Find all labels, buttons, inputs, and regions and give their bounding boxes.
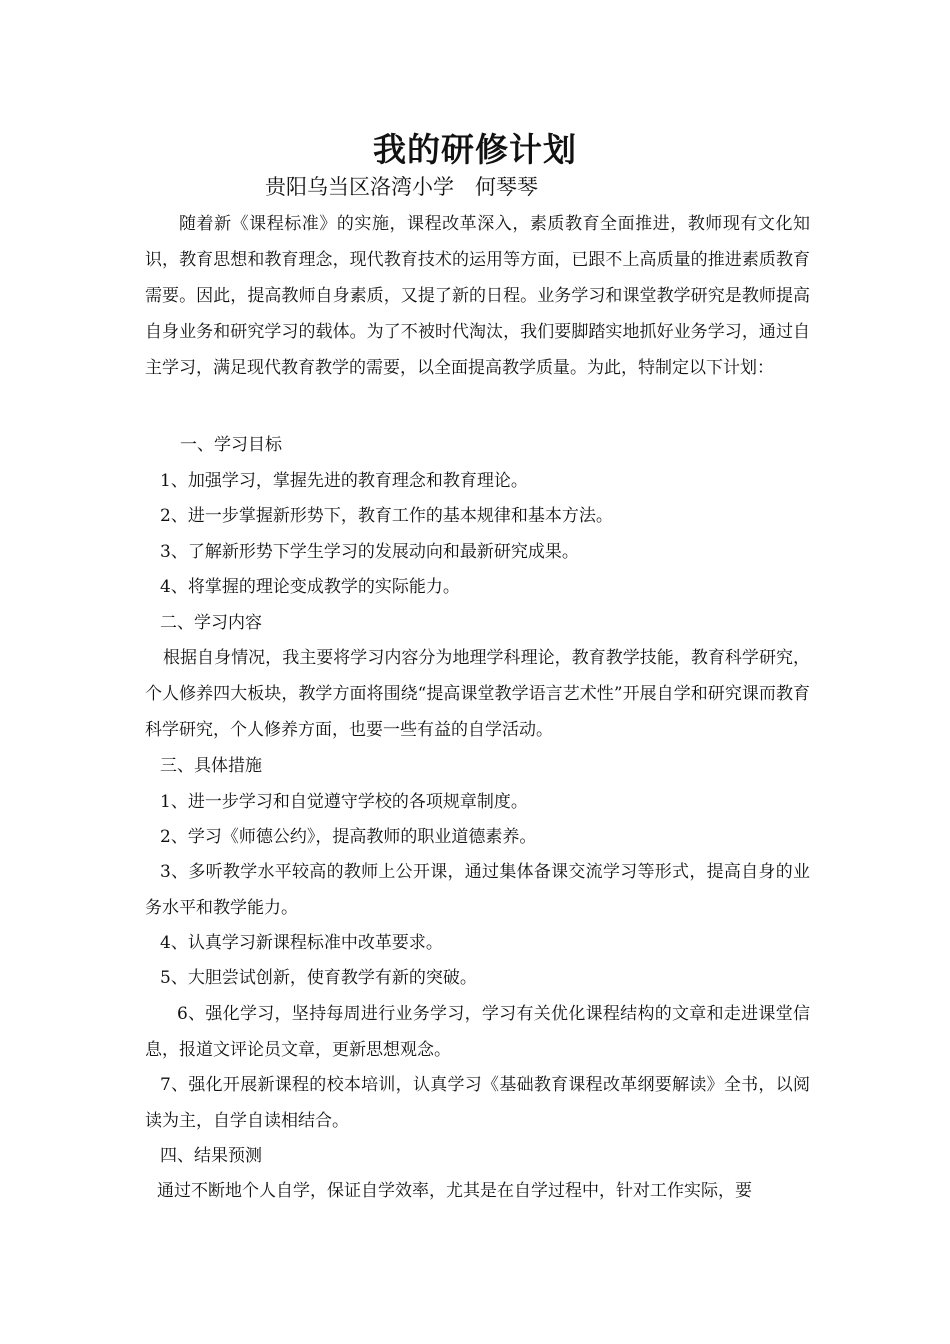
goal-item: 4、将掌握的理论变成教学的实际能力。: [160, 577, 460, 597]
measure-item: 1、进一步学习和自觉遵守学校的各项规章制度。: [160, 792, 528, 812]
section-heading-measures: 三、具体措施: [160, 756, 262, 776]
content-paragraph: 根据自身情况，我主要将学习内容分为地理学科理论，教育教学技能，教育科学研究，个人修养四大板块，教学方面将围绕“提高课堂教学语言艺术性”开展自学和研究课而教育科学研究，个人修养方面，也要一些有益的自学活动。: [145, 648, 810, 740]
goal-item: 3、了解新形势下学生学习的发展动向和最新研究成果。: [160, 542, 579, 562]
intro-paragraph: 随着新《课程标准》的实施，课程改革深入，素质教育全面推进，教师现有文化知识，教育思想和教育理念，现代教育技术的运用等方面，已跟不上高质量的推进素质教育需要。因此，提高教师自身素质，又提了新的日程。业务学习和课堂教学研究是教师提高自身业务和研究学习的载体。为了不被时代淘汰，我们要脚踏实地抓好业务学习，通过自主学习，满足现代教育教学的需要，以全面提高教学质量。为此，特制定以下计划：: [145, 214, 810, 378]
author-line: 贵阳乌当区洛湾小学 何琴琴: [265, 175, 538, 199]
measure-item: 3、多听教学水平较高的教师上公开课，通过集体备课交流学习等形式，提高自身的业务水平和教学能力。: [145, 862, 810, 918]
section-heading-content: 二、学习内容: [160, 613, 262, 633]
measure-item: 7、强化开展新课程的校本培训，认真学习《基础教育课程改革纲要解读》全书，以阅读为主，自学自读相结合。: [145, 1075, 810, 1131]
measure-item: 4、认真学习新课程标准中改革要求。: [160, 933, 443, 953]
measure-item: 5、大胆尝试创新，使育教学有新的突破。: [160, 968, 477, 988]
measure-item: 6、强化学习，坚持每周进行业务学习，学习有关优化课程结构的文章和走进课堂信息，报道文评论员文章，更新思想观念。: [145, 1004, 810, 1060]
section-heading-goals: 一、学习目标: [180, 435, 282, 455]
goal-item: 2、进一步掌握新形势下，教育工作的基本规律和基本方法。: [160, 506, 613, 526]
outcomes-paragraph: 通过不断地个人自学，保证自学效率，尤其是在自学过程中，针对工作实际，要: [157, 1181, 752, 1201]
section-heading-outcomes: 四、结果预测: [160, 1146, 262, 1166]
document-title: 我的研修计划: [373, 130, 577, 169]
goal-item: 1、加强学习，掌握先进的教育理念和教育理论。: [160, 471, 528, 491]
measure-item: 2、学习《师德公约》，提高教师的职业道德素养。: [160, 827, 537, 847]
